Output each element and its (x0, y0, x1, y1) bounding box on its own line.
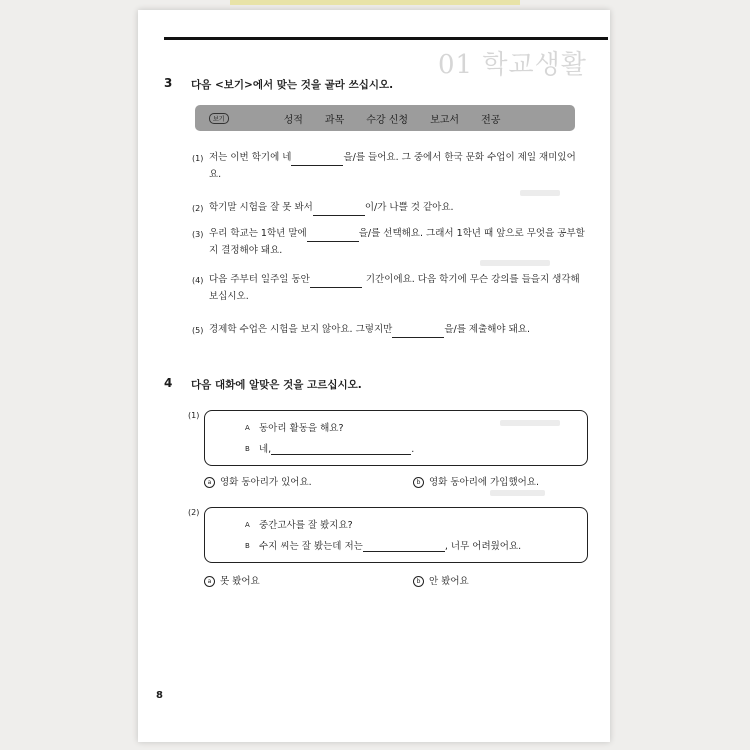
item-number: (4) (192, 276, 204, 285)
choice-b[interactable]: b 영화 동아리에 가입했어요. (413, 474, 539, 488)
bleed-mark (490, 490, 545, 496)
word-option: 과목 (324, 114, 345, 126)
word-box-tag: 보기 (209, 113, 229, 124)
answer-blank[interactable] (313, 204, 365, 216)
dialog-box (204, 507, 588, 563)
answer-blank[interactable] (271, 443, 411, 455)
answer-blank[interactable] (307, 230, 359, 242)
dialog-line-a: 동아리 활동을 해요? (259, 423, 344, 434)
answer-blank[interactable] (392, 326, 444, 338)
choice-a[interactable]: a 영화 동아리가 있어요. (204, 474, 312, 488)
choice-b[interactable]: b 안 봤어요 (413, 573, 469, 587)
speaker-a: A (245, 424, 250, 432)
word-option: 성적 (283, 114, 303, 126)
word-option: 수강 신청 (366, 114, 409, 126)
fill-item: 경제학 수업은 시험을 보지 않아요. 그렇지만 을/를 제출해야 돼요. (209, 321, 530, 338)
item-number: (5) (192, 326, 204, 335)
choice-a[interactable]: a 못 봤어요 (204, 573, 260, 587)
chapter-title-bleed: 01 학교생활 (438, 50, 587, 80)
fill-item: 우리 학교는 1학년 말에 을/를 선택해요. 그래서 1학년 때 앞으로 무엇을 공부할 지 결정해야 돼요. (209, 228, 585, 256)
item-number: (1) (192, 154, 204, 163)
item-number: (3) (192, 230, 204, 239)
fill-item: 학기말 시험을 잘 못 봐서 이/가 나쁠 것 같아요. (209, 199, 454, 216)
dialog-line-b: 네, . (259, 444, 415, 455)
bleed-mark (480, 260, 550, 266)
fill-item: 다음 주부터 일주일 동안 기간이에요. 다음 학기에 무슨 강의를 들을지 생각해 보십시오. (209, 274, 580, 302)
answer-blank[interactable] (291, 154, 343, 166)
bleed-mark (520, 190, 560, 196)
fill-item: 저는 이번 학기에 네 을/를 들어요. 그 중에서 한국 문화 수업이 제일 재미있어 요. (209, 152, 576, 180)
speaker-a: A (245, 521, 250, 529)
section3-number: 3 (164, 76, 173, 90)
dialog-line-b: 수지 씨는 잘 봤는데 저는 , 너무 어려웠어요. (259, 541, 522, 552)
word-box (195, 105, 575, 131)
section3-title: 다음 <보기>에서 맞는 것을 골라 쓰십시오. (191, 79, 394, 91)
speaker-b: B (245, 445, 250, 453)
item-number: (2) (188, 508, 200, 517)
top-color-tab (230, 0, 520, 5)
section4-title: 다음 대화에 알맞은 것을 고르십시오. (191, 379, 362, 391)
dialog-box (204, 410, 588, 466)
speaker-b: B (245, 542, 250, 550)
page-number: 8 (156, 690, 163, 701)
dialog-line-a: 중간고사를 잘 봤지요? (259, 520, 353, 531)
word-option: 전공 (481, 114, 501, 126)
answer-blank[interactable] (310, 276, 362, 288)
item-number: (2) (192, 204, 204, 213)
word-option: 보고서 (430, 114, 460, 126)
header-rule (164, 37, 608, 40)
section4-number: 4 (164, 376, 173, 390)
answer-blank[interactable] (363, 540, 445, 552)
item-number: (1) (188, 411, 200, 420)
